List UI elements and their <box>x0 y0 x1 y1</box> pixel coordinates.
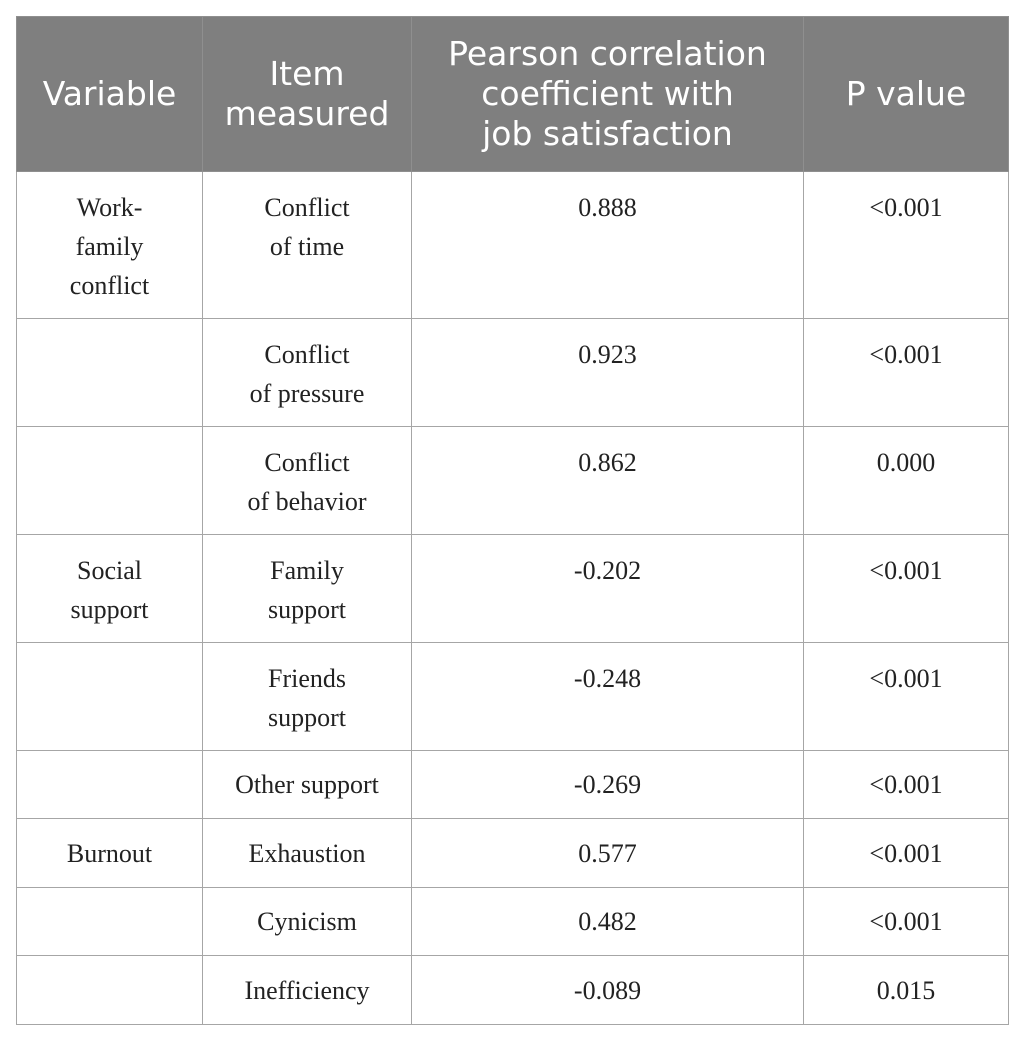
coefficient-cell <box>412 427 804 535</box>
item-line: support <box>268 595 346 624</box>
p-value-cell <box>804 751 1009 819</box>
coefficient-cell <box>412 888 804 956</box>
coefficient-value: 0.577 <box>578 838 637 868</box>
header-pearson-line: Pearson correlation <box>448 34 767 73</box>
p-value: 0.015 <box>876 975 936 1005</box>
header-pearson-line: coefficient with <box>481 74 734 113</box>
item-cell <box>203 319 412 427</box>
table-row <box>17 643 1009 751</box>
table-row <box>17 751 1009 819</box>
variable-line: support <box>70 595 149 624</box>
p-value-cell <box>804 319 1009 427</box>
table-row <box>17 172 1009 319</box>
item-cell <box>203 956 412 1025</box>
variable-cell <box>17 956 203 1025</box>
header-p-value-line: P value <box>845 74 967 113</box>
item-line: Exhaustion <box>248 838 366 868</box>
item-cell <box>203 888 412 956</box>
coefficient-cell <box>412 751 804 819</box>
coefficient-value: -0.202 <box>573 556 642 585</box>
table-row <box>17 427 1009 535</box>
correlation-table <box>16 16 1009 1025</box>
item-line: of pressure <box>249 379 365 408</box>
item-line: Conflict <box>264 193 350 222</box>
variable-cell <box>17 819 203 888</box>
header-row <box>17 17 1009 172</box>
coefficient-value: 0.923 <box>578 340 637 369</box>
coefficient-cell <box>412 956 804 1025</box>
p-value-cell <box>804 888 1009 956</box>
p-value: <0.001 <box>869 838 943 868</box>
header-pearson-coefficient <box>412 17 804 172</box>
coefficient-value: -0.089 <box>573 975 642 1005</box>
coefficient-cell <box>412 819 804 888</box>
item-line: Conflict <box>264 340 350 369</box>
header-item-line: measured <box>224 94 390 133</box>
coefficient-cell <box>412 535 804 643</box>
p-value: <0.001 <box>869 770 943 799</box>
header-variable <box>17 17 203 172</box>
variable-line: Burnout <box>66 838 153 868</box>
item-line: Friends <box>268 664 346 693</box>
item-line: Family <box>270 556 344 585</box>
p-value-cell <box>804 643 1009 751</box>
item-cell <box>203 427 412 535</box>
p-value: <0.001 <box>869 193 943 222</box>
header-item-measured <box>203 17 412 172</box>
item-line: Conflict <box>264 448 350 477</box>
item-line: support <box>268 703 346 732</box>
table-row <box>17 956 1009 1025</box>
coefficient-cell <box>412 319 804 427</box>
variable-cell <box>17 643 203 751</box>
p-value: <0.001 <box>869 340 943 369</box>
variable-line: Social <box>77 556 142 585</box>
variable-line: Work- <box>76 193 143 222</box>
variable-cell <box>17 535 203 643</box>
table-row <box>17 819 1009 888</box>
item-line: of time <box>269 232 345 261</box>
item-line: Other support <box>235 770 379 799</box>
p-value: 0.000 <box>876 448 936 477</box>
coefficient-cell <box>412 172 804 319</box>
table-row <box>17 888 1009 956</box>
p-value-cell <box>804 819 1009 888</box>
item-cell <box>203 535 412 643</box>
p-value-cell <box>804 535 1009 643</box>
p-value: <0.001 <box>869 556 943 585</box>
header-pearson-line: job satisfaction <box>482 114 733 153</box>
header-p-value <box>804 17 1009 172</box>
coefficient-value: 0.888 <box>578 193 637 222</box>
variable-cell <box>17 172 203 319</box>
p-value-cell <box>804 427 1009 535</box>
item-cell <box>203 172 412 319</box>
item-cell <box>203 751 412 819</box>
header-variable-line: Variable <box>42 74 177 113</box>
p-value-cell <box>804 956 1009 1025</box>
coefficient-cell <box>412 643 804 751</box>
item-line: of behavior <box>247 487 367 516</box>
variable-cell <box>17 427 203 535</box>
p-value-cell <box>804 172 1009 319</box>
item-cell <box>203 643 412 751</box>
header-item-line: Item <box>269 54 345 93</box>
variable-cell <box>17 319 203 427</box>
variable-cell <box>17 888 203 956</box>
variable-cell <box>17 751 203 819</box>
item-line: Inefficiency <box>244 975 370 1005</box>
p-value: <0.001 <box>869 664 943 693</box>
coefficient-value: -0.248 <box>573 664 642 693</box>
coefficient-value: 0.862 <box>578 448 637 477</box>
table-row <box>17 319 1009 427</box>
p-value: <0.001 <box>869 907 943 936</box>
coefficient-value: -0.269 <box>573 770 642 799</box>
item-line: Cynicism <box>257 907 357 936</box>
item-cell <box>203 819 412 888</box>
coefficient-value: 0.482 <box>578 907 637 936</box>
variable-line: conflict <box>69 271 150 300</box>
variable-line: family <box>75 232 144 261</box>
table-row <box>17 535 1009 643</box>
